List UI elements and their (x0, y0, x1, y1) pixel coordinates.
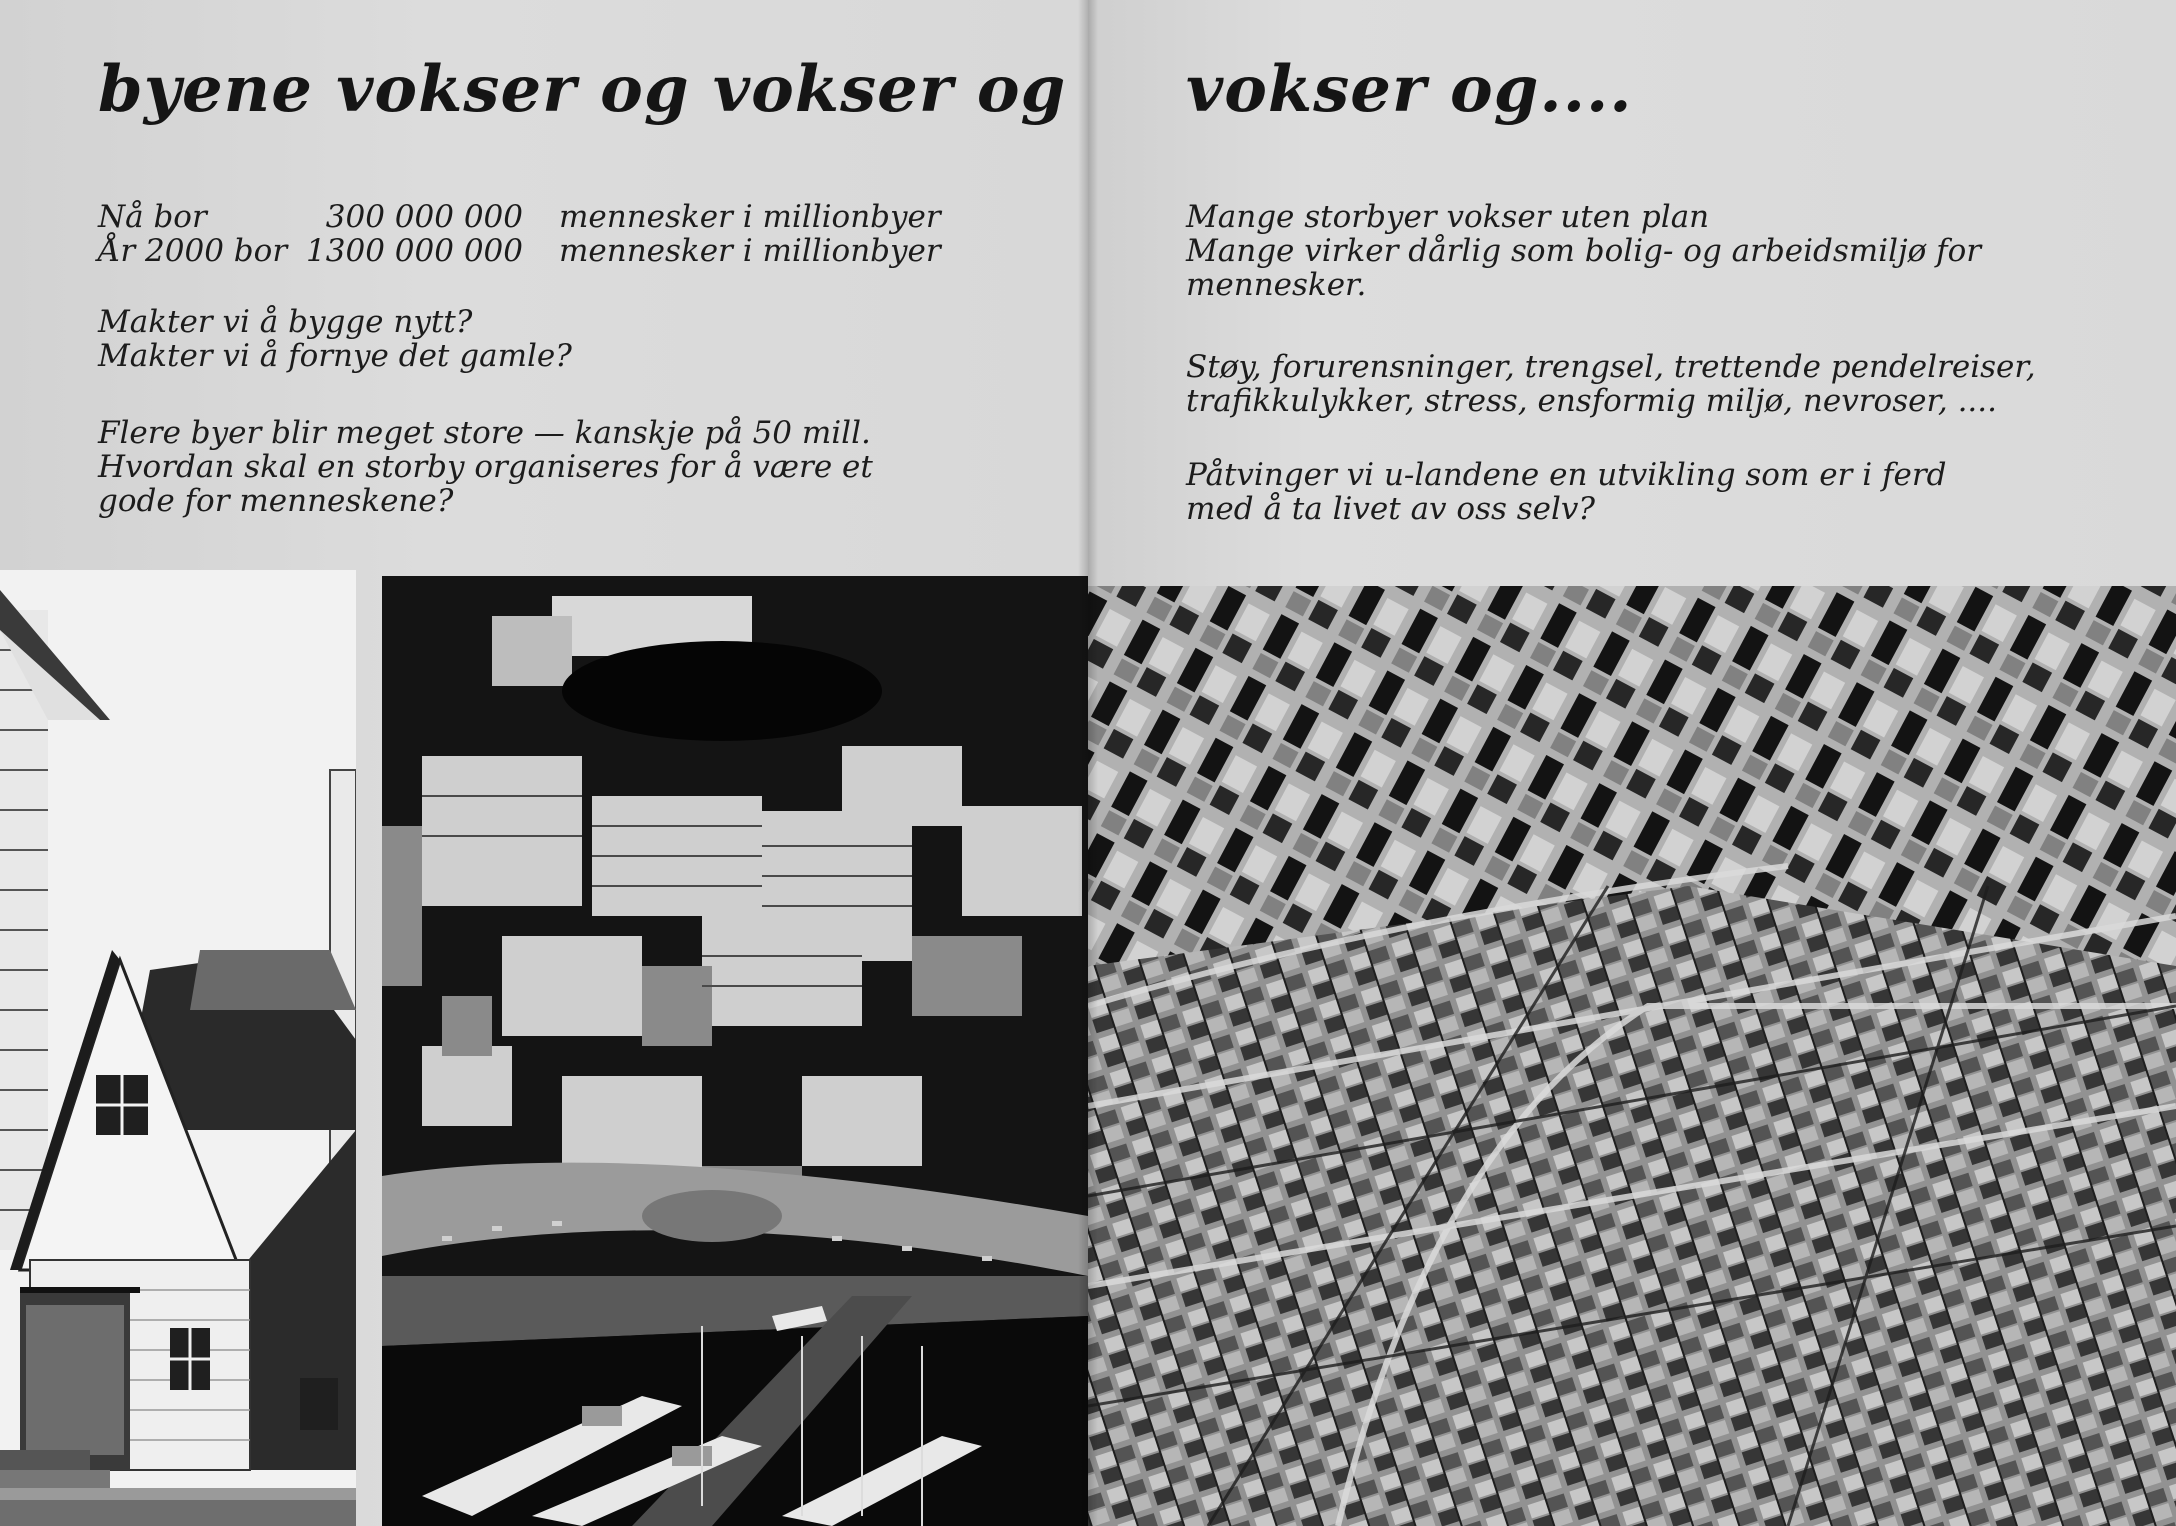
paragraph-line: Mange storbyer vokser uten plan (1186, 199, 1710, 235)
page-gutter (1078, 0, 1098, 1526)
population-stats (98, 200, 941, 268)
left-paragraph (98, 416, 998, 518)
paragraph-line: gode for menneskene? (98, 483, 454, 519)
right-page (1088, 0, 2176, 1526)
left-headline: byene vokser og vokser og (98, 52, 1067, 127)
paragraph-line: Hvordan skal en storby organiseres for å være et (98, 449, 873, 485)
stat-label: År 2000 bor (98, 233, 288, 269)
right-paragraph-3 (1186, 458, 2146, 526)
city-grid-aerial-photo (1088, 586, 2176, 1526)
stat-row (98, 234, 941, 268)
right-headline: vokser og.... (1186, 52, 1633, 127)
paragraph-line: med å ta livet av oss selv? (1186, 491, 1596, 527)
question-line: Makter vi å bygge nytt? (98, 304, 473, 340)
stat-label: Nå bor (98, 199, 207, 235)
paragraph-line: mennesker. (1186, 267, 1367, 303)
right-paragraph-1 (1186, 200, 2146, 302)
paragraph-line: Mange virker dårlig som bolig- og arbeidsmiljø for (1186, 233, 1982, 269)
right-paragraph-2 (1186, 350, 2146, 418)
paragraph-line: Flere byer blir meget store — kanskje på 50 mill. (98, 415, 871, 451)
questions-block (98, 305, 572, 373)
stat-row (98, 200, 941, 234)
paragraph-line: trafikkulykker, stress, ensformig miljø, nevroser, .... (1186, 383, 1997, 419)
paragraph-line: Støy, forurensninger, trengsel, trettende pendelreiser, (1186, 349, 2036, 385)
stat-text: mennesker i millionbyer (559, 233, 941, 269)
stat-value: 1300 000 000 (306, 233, 523, 269)
old-house-photo (0, 570, 356, 1526)
question-line: Makter vi å fornye det gamle? (98, 338, 572, 374)
harbor-aerial-photo (382, 576, 1088, 1526)
stat-text: mennesker i millionbyer (559, 199, 941, 235)
paragraph-line: Påtvinger vi u-landene en utvikling som er i ferd (1186, 457, 1947, 493)
stat-value: 300 000 000 (325, 199, 523, 235)
